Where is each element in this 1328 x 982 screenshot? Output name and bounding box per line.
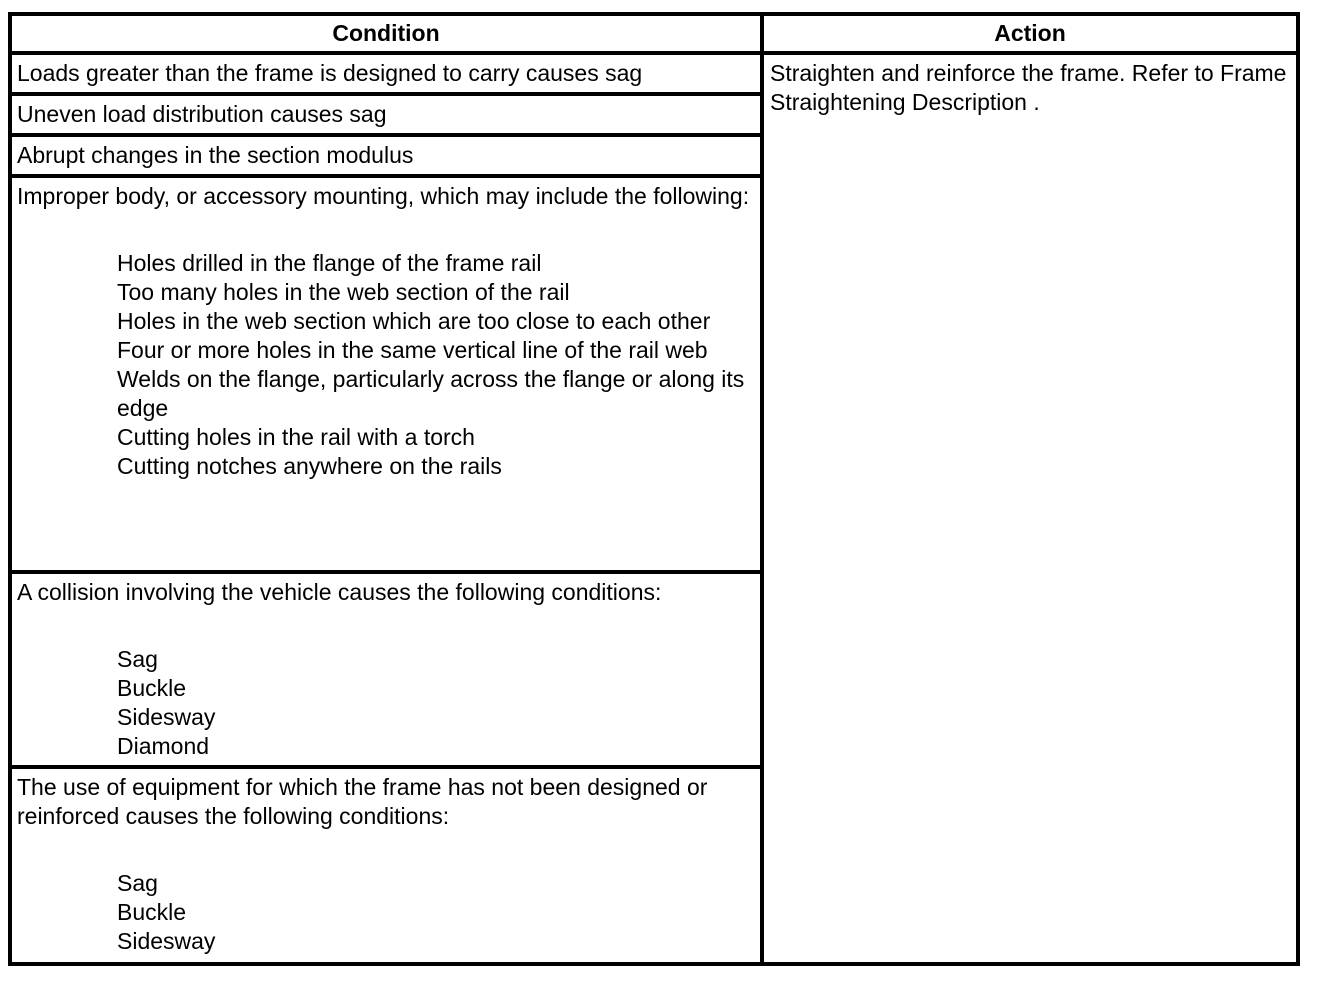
table-row	[10, 53, 1298, 94]
list-item: Sag	[117, 646, 158, 672]
condition-text: The use of equipment for which the frame has not been designed or reinforced causes the following conditions:	[17, 774, 708, 829]
condition-text: Improper body, or accessory mounting, which may include the following:	[17, 183, 750, 209]
list-item: Four or more holes in the same vertical line of the rail web	[117, 337, 708, 363]
condition-text: Uneven load distribution causes sag	[17, 101, 387, 127]
condition-text: Abrupt changes in the section modulus	[17, 142, 414, 168]
list-item: Sidesway	[117, 704, 216, 730]
condition-cell	[10, 767, 762, 964]
table-header-row	[10, 14, 1298, 53]
condition-cell	[10, 176, 762, 572]
list-item: Holes drilled in the flange of the frame rail	[117, 250, 542, 276]
condition-sublist	[17, 645, 755, 761]
condition-header: Condition	[10, 14, 762, 53]
list-item: Buckle	[117, 899, 187, 925]
condition-cell	[10, 572, 762, 767]
list-item: Holes in the web section which are too close to each other	[117, 308, 711, 334]
condition-text: Loads greater than the frame is designed to carry causes sag	[17, 60, 643, 86]
action-header: Action	[762, 14, 1298, 53]
list-item: Diamond	[117, 733, 210, 759]
list-item: Buckle	[117, 675, 187, 701]
condition-sublist	[17, 249, 755, 481]
list-item: Welds on the flange, particularly across the flange or along its edge	[117, 366, 745, 421]
condition-text: A collision involving the vehicle causes the following conditions:	[17, 579, 662, 605]
list-item: Too many holes in the web section of the rail	[117, 279, 570, 305]
list-item: Sag	[117, 870, 158, 896]
list-item: Cutting notches anywhere on the rails	[117, 453, 502, 479]
condition-action-table	[8, 12, 1300, 966]
condition-cell	[10, 53, 762, 94]
action-cell	[762, 53, 1298, 964]
condition-sublist	[17, 869, 755, 956]
action-text: Straighten and reinforce the frame. Refer to Frame Straightening Description .	[770, 60, 1287, 115]
list-item: Cutting holes in the rail with a torch	[117, 424, 475, 450]
condition-cell	[10, 94, 762, 135]
list-item: Sidesway	[117, 928, 216, 954]
condition-cell	[10, 135, 762, 176]
